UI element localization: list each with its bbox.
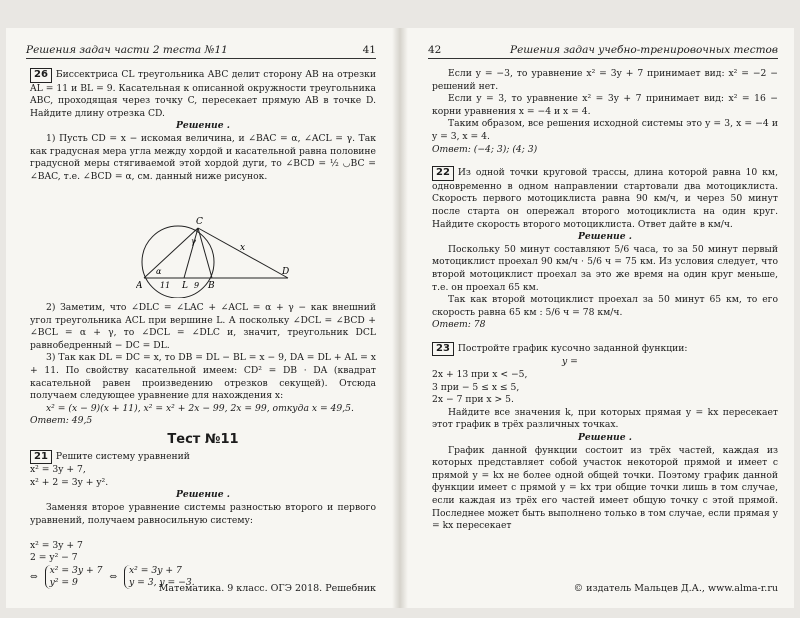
problem-26-step3: 3) Так как DL = DC = x, то DB = DL − BL = x − 9, DA = DL + AL = x + 11. По свойству касательной имеем: CD² = DB · DA (квадрат касательной равен произведению отрезков секущей). Отсюда получаем следующее уравнение для нахождения x: [30, 352, 376, 402]
label-a: A [136, 281, 143, 291]
problem-22-step1: Поскольку 50 минут составляют 5/6 часа, то за 50 минут первый мотоциклист проехал 90 км/ч · 5/6 ч = 75 км. Из условия следует, что второй мотоциклист проехал за это же время на один круг меньше, т.е. он проехал 65 км. [432, 243, 778, 293]
left-footer: Математика. 9 класс. ОГЭ 2018. Решебник [158, 583, 376, 594]
left-running-head [26, 44, 376, 59]
problem-22-number: 22 [432, 166, 454, 181]
equiv-arrow-2: ⇔ [109, 571, 118, 583]
circumcircle [142, 226, 214, 298]
problem-23-statement: Постройте график кусочно заданной функции: [457, 342, 688, 354]
right-page [408, 28, 794, 608]
problem-26-number: 26 [30, 68, 52, 83]
problem-26-step1: 1) Пусть CD = x − искомая величина, и ∠BAC = α, ∠ACL = γ. Так как градусная мера угла между хордой и касательной равна половине градусной меры стягиваемой этой хордой дуги, то ∠BCD = ½ ◡BC = ∠BAC, т.е. ∠BCD = α, см. данный ниже рисунок. [30, 132, 376, 182]
problem-21-number: 21 [30, 450, 52, 465]
problem-26 [30, 68, 376, 183]
piece-2: 3 при − 5 ≤ x ≤ 5, [432, 381, 520, 393]
label-gamma: γ [191, 237, 196, 246]
label-x: x [240, 243, 246, 253]
equiv-1-line-b: 2 = y² − 7 [30, 552, 78, 564]
label-11: 11 [160, 281, 171, 290]
right-page-number: 42 [428, 44, 442, 56]
right-header-title: Решения задач учебно-тренировочных тестов [510, 44, 778, 56]
book-gutter [392, 28, 408, 608]
function-y-label: y = [562, 356, 578, 368]
right-running-head [428, 44, 778, 59]
problem-26-answer: Ответ: 49,5 [30, 415, 93, 427]
continuation-line-c: Таким образом, все решения исходной системы это y = 3, x = −4 и y = 3, x = 4. [432, 118, 778, 142]
problem-21-solution-label: Решение . [176, 489, 230, 501]
left-page [6, 28, 392, 608]
problem-22-statement: Из одной точки круговой трассы, длина которой равна 10 км, одновременно в одном направлении стартовали два мотоциклиста. Скорость первого мотоциклиста равна 90 км/ч, и через 50 минут после старта он опережал второго мотоциклиста на один круг. Найдите скорость второго мотоциклиста. Ответ дайте в км/ч. [432, 167, 778, 230]
right-footer: © издатель Мальцев Д.А., www.alma-r.ru [573, 583, 778, 594]
label-d: D [282, 267, 290, 277]
geometry-figure [136, 214, 296, 298]
problem-26-step2: 2) Заметим, что ∠DLC = ∠LAC + ∠ACL = α + γ − как внешний угол треугольника ACL при вершине L. А поскольку ∠DCL = ∠BCD + ∠BCL = α + γ, то ∠DCL = ∠DLC и, значит, треугольник DCL равнобедренный − DC = DL. [30, 302, 376, 351]
equiv-3-line-b: y = 3, y = −3. [129, 576, 195, 588]
left-page-number: 41 [362, 44, 376, 56]
continuation-line-b: Если y = 3, то уравнение x² = 3y + 7 принимает вид: x² = 16 − корни уравнения x = −4 и x = 4. [432, 93, 778, 117]
piece-1: 2x + 13 при x < −5, [432, 369, 528, 381]
problem-26-continued [30, 302, 376, 589]
system-line-1: x² = 3y + 7, [30, 464, 86, 476]
problem-22-answer: Ответ: 78 [432, 319, 486, 331]
equiv-arrow-1: ⇔ [30, 571, 38, 583]
problem-21-continuation [432, 68, 778, 533]
segment-ac [144, 228, 198, 278]
problem-21-answer: Ответ: (−4; 3); (4; 3) [432, 143, 538, 155]
label-b: B [208, 281, 215, 291]
label-9: 9 [194, 281, 200, 290]
label-c: C [196, 217, 203, 227]
equiv-2-line-a: x² = 3y + 7 [49, 564, 103, 576]
left-header-title: Решения задач части 2 теста №11 [26, 44, 228, 56]
label-l: L [182, 281, 188, 291]
bisector-cl [184, 228, 198, 278]
problem-26-statement: Биссектриса CL треугольника ABC делит сторону AB на отрезки AL = 11 и BL = 9. Касательная к описанной окружности треугольника ABC, проходящая через точку C, пересекает прямую AB в точке D. Найдите длину отрезка CD. [30, 69, 376, 119]
equiv-1-line-a: x² = 3y + 7 [30, 539, 83, 551]
continuation-line-a: Если y = −3, то уравнение x² = 3y + 7 принимает вид: x² = −2 − решений нет. [432, 68, 778, 92]
segment-cb [198, 228, 212, 278]
equiv-3-line-a: x² = 3y + 7 [129, 564, 182, 576]
problem-22-solution-label: Решение . [578, 231, 632, 243]
problem-21-step1: Заменяя второе уравнение системы разностью второго и первого уравнений, получаем равносильную систему: [30, 501, 376, 526]
system-line-2: x² + 2 = 3y + y². [30, 476, 109, 488]
problem-23-step1: График данной функции состоит из трёх частей, каждая из которых представляет собой участок некоторой прямой и имеет с прямой y = kx не более одной общей точки. Поэтому график данной функции имеет с прямой y = kx три общие точки лишь в том случае, если каждая из трёх его частей имеет общую точку с этой прямой. Последнее может быть выполнено только в том случае, если прямая y = kx пересекает [432, 444, 778, 532]
equiv-2-line-b: y² = 9 [49, 576, 78, 588]
problem-23-number: 23 [432, 342, 454, 357]
tangent-cd [198, 228, 288, 278]
problem-23-solution-label: Решение . [578, 432, 632, 444]
piece-3: 2x − 7 при x > 5. [432, 394, 514, 406]
problem-26-equation: x² = (x − 9)(x + 11), x² = x² + 2x − 99, 2x = 99, откуда x = 49,5. [46, 402, 354, 414]
label-alpha: α [156, 267, 162, 276]
problem-21-statement: Решите систему уравнений [55, 450, 190, 462]
problem-22-step2: Так как второй мотоциклист проехал за 50 минут 65 км, то его скорость равна 65 км : 5/6 ч = 78 км/ч. [432, 294, 778, 318]
test-heading: Тест №11 [167, 431, 239, 447]
problem-26-solution-label: Решение . [176, 120, 230, 132]
problem-23-question: Найдите все значения k, при которых прямая y = kx пересекает этот график в трёх различных точках. [432, 406, 778, 431]
